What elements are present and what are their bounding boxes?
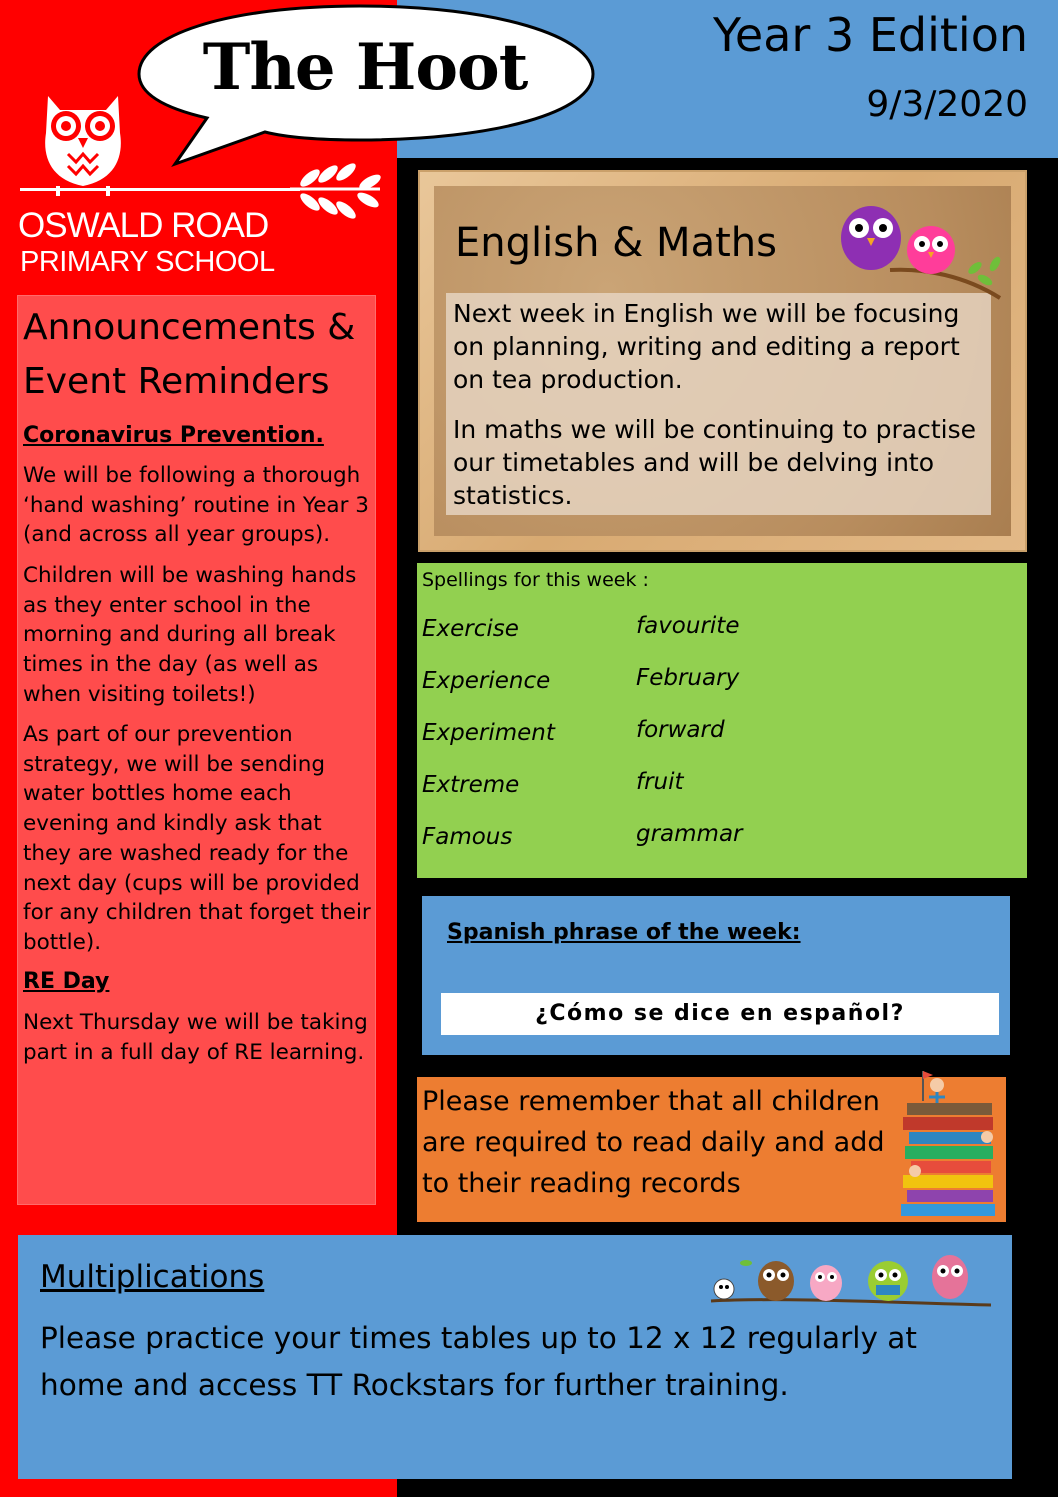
school-name-line-2: PRIMARY SCHOOL (20, 246, 275, 278)
newsletter-title: The Hoot (202, 30, 528, 105)
owl-logo-icon (28, 88, 138, 198)
spanish-phrase: ¿Cómo se dice en español? (441, 993, 999, 1035)
owl-row-icon (706, 1243, 996, 1315)
announcements-panel (17, 295, 376, 1205)
spelling-word: Extreme (422, 772, 520, 798)
stacked-books-icon (897, 1065, 1007, 1217)
english-maths-heading: English & Maths (455, 220, 777, 266)
spanish-title: Spanish phrase of the week: (447, 920, 801, 945)
spelling-word: fruit (636, 769, 684, 795)
announcements-heading: Announcements & Event Reminders (23, 307, 356, 402)
edition-label: Year 3 Edition (712, 8, 1028, 62)
spelling-word: Exercise (422, 616, 519, 642)
leaves-icon (290, 160, 385, 230)
reading-panel (417, 1077, 1006, 1222)
spelling-word: Experiment (422, 720, 555, 746)
multiplications-title: Multiplications (40, 1259, 265, 1295)
spanish-panel (422, 896, 1010, 1055)
english-paragraph: Next week in English we will be focusing on planning, writing and editing a report on tea production. (453, 299, 960, 394)
spelling-word: Famous (422, 824, 513, 850)
announcement-paragraph: We will be following a thorough ‘hand washing’ routine in Year 3 (and across all year groups). (23, 463, 369, 548)
spellings-title: Spellings for this week : (422, 569, 649, 591)
multiplications-panel (18, 1235, 1012, 1479)
school-name-line-1: OSWALD ROAD (18, 206, 269, 245)
spelling-word: February (636, 665, 740, 691)
spelling-word: favourite (636, 613, 740, 639)
spelling-word: grammar (636, 821, 743, 847)
multiplications-text: Please practice your times tables up to 12 x 12 regularly at home and access TT Rockstars for further training. (40, 1321, 917, 1402)
spelling-word: forward (636, 717, 725, 743)
spellings-panel (417, 563, 1027, 878)
spelling-word: Experience (422, 668, 551, 694)
coronavirus-subheading: Coronavirus Prevention. (23, 423, 324, 448)
logo-divider (20, 188, 300, 191)
issue-date: 9/3/2020 (866, 84, 1028, 125)
reading-reminder: Please remember that all children are required to read daily and add to their reading records (422, 1086, 885, 1199)
maths-paragraph: In maths we will be continuing to practise our timetables and will be delving into statistics. (453, 415, 976, 510)
announcement-paragraph: Children will be washing hands as they enter school in the morning and during all break times in the day (as well as when visiting toilets!) (23, 563, 357, 707)
announcement-paragraph: As part of our prevention strategy, we will be sending water bottles home each evening and kindly ask that they are washed ready for the next day (cups will be provided for any children that forget their bottle). (23, 722, 371, 955)
announcement-paragraph: Next Thursday we will be taking part in a full day of RE learning. (23, 1010, 368, 1065)
re-day-subheading: RE Day (23, 969, 110, 994)
owls-on-branch-icon (835, 198, 1005, 303)
